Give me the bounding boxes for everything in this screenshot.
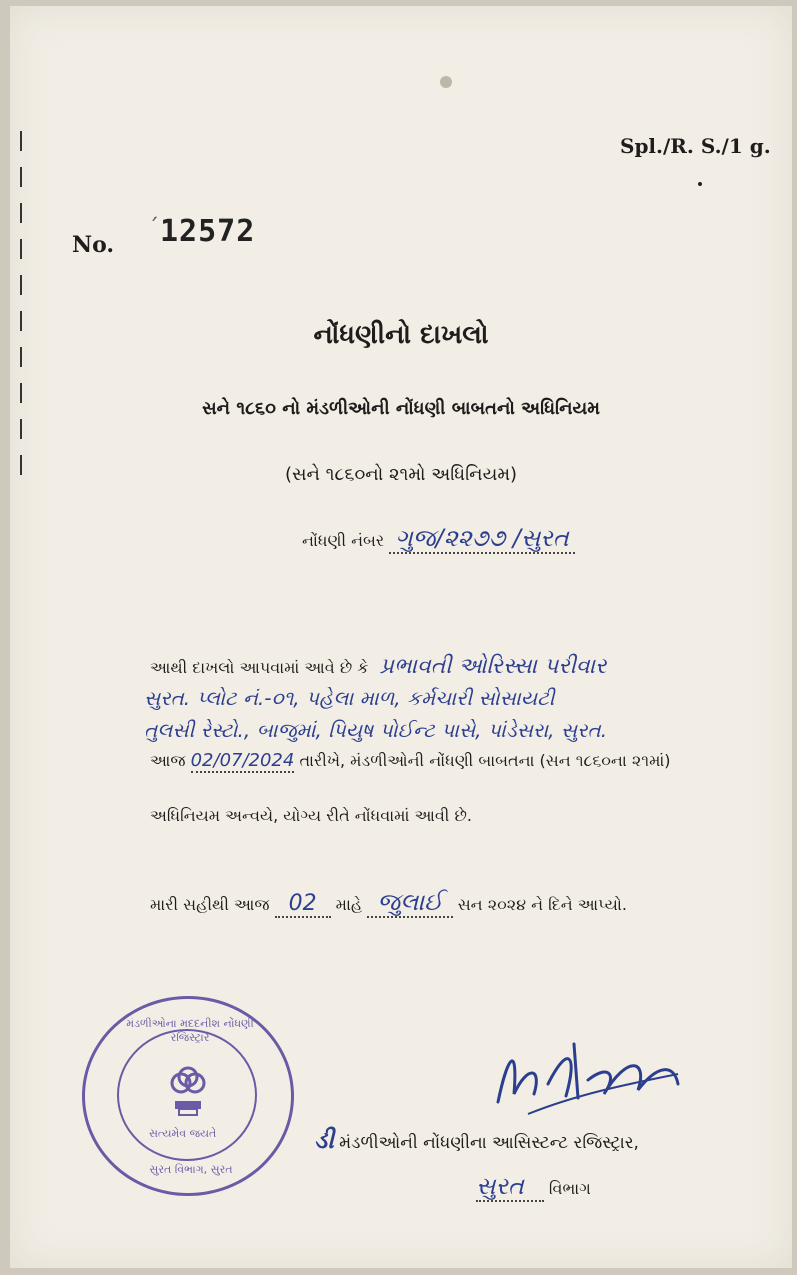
official-seal (82, 996, 294, 1196)
certificate-page (10, 6, 792, 1268)
number-label: No. (72, 232, 115, 258)
today-prefix: આજ (150, 751, 186, 770)
issue-prefix: મારી સહીથી આજ (150, 895, 270, 914)
body-line-1 (150, 654, 606, 679)
number-tick: ˊ (148, 216, 159, 241)
division-value: સુરત (476, 1172, 544, 1202)
seal-motto: સત્યમેવ જયતે (149, 1127, 217, 1140)
ink-dot (698, 182, 702, 186)
national-emblem-icon (163, 1059, 213, 1129)
seal-outer-text: મંડળીઓના મદદનીશ નોંધણી રજિસ્ટ્રાર (126, 1017, 254, 1044)
society-address-line-1: સુરત. પ્લોટ નં.-૦૧, પહેલા માળ, કર્મચારી સોસાયટી (144, 686, 555, 710)
certificate-number: 12572 (160, 214, 256, 249)
body-intro: આથી દાખલો આપવામાં આવે છે કે (150, 658, 369, 677)
seal-bottom-text: સુરત વિભાગ, સુરત (149, 1163, 233, 1176)
body-line-5: અધિનિયમ અન્વયે, યોગ્ય રીતે નોંધવામાં આવી છે. (150, 806, 472, 825)
signatory-title-row (314, 1126, 639, 1154)
registrar-signature (488, 1024, 688, 1124)
society-name: પ્રભાવતી ઓરિસ્સા પરીવાર (379, 654, 607, 679)
signatory-title: મંડળીઓની નોંધણીના આસિસ્ટન્ટ રજિસ્ટ્રાર, (339, 1133, 639, 1153)
issue-month: જુલાઈ (367, 888, 452, 918)
issue-day: 02 (275, 891, 331, 918)
body-date-text: તારીખે, મંડળીઓની નોંધણી બાબતના (સન ૧૮૬૦ના ૨૧માં) (299, 751, 671, 770)
certificate-subtitle: સને ૧૮૬૦ નો મંડળીઓની નોંધણી બાબતનો અધિનિયમ (202, 398, 600, 419)
registration-number-label: નોંધણી નંબર (302, 531, 385, 550)
registration-number-value: ગુજ/૨૨૭૭ /સુરત (389, 524, 574, 554)
society-address-line-2: તુલસી રેસ્ટો., બાજુમાં, પિયુષ પોઈન્ટ પાસે, પાંડેસરા, સુરત. (144, 718, 608, 742)
issue-month-label: માહે (335, 895, 363, 914)
punch-hole (440, 76, 452, 88)
registration-number-row (302, 524, 575, 552)
issue-year: ૨૦૨૪ (487, 895, 527, 914)
initial-mark: ડી (314, 1126, 335, 1154)
division-row (476, 1172, 591, 1200)
division-label: વિભાગ (548, 1179, 591, 1198)
issue-year-label: સન (457, 895, 483, 914)
form-reference: Spl./R. S./1 g. (620, 134, 771, 158)
certificate-title: નોંધણીનો દાખલો (313, 320, 489, 350)
body-line-4 (150, 750, 671, 771)
issue-row (150, 888, 627, 916)
registration-date: 02/07/2024 (190, 750, 295, 771)
issue-suffix: ને દિને આપ્યો. (531, 895, 627, 914)
act-note: (સને ૧૮૬૦નો ૨૧મો અધિનિયમ) (284, 464, 518, 485)
